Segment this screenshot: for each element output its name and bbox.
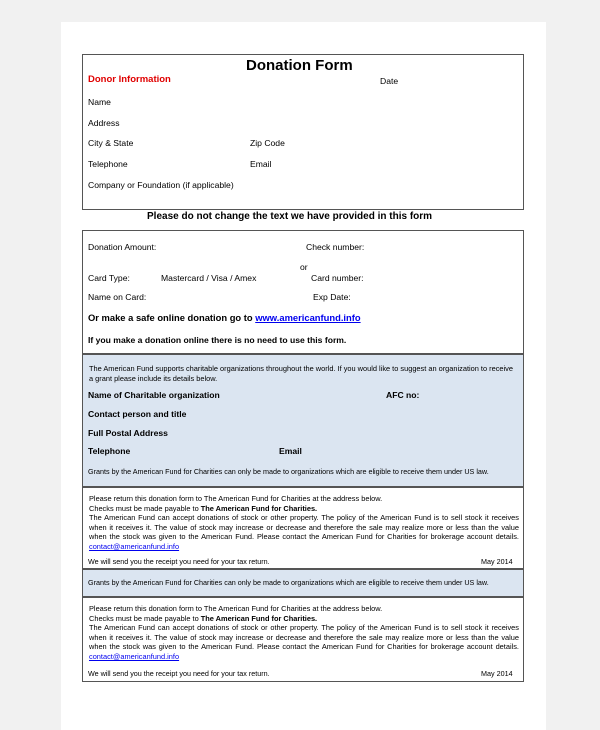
city-state-label: City & State: [88, 138, 134, 148]
policy-text: The American Fund can accept donations of stock or other property. The policy of the American Fund is to sell stock it receives when it receives it. The value of stock may increase or decrease and therefore the sale may realize more or less than the value when the stock was given to the American Fund. Please contact the American Fund for Charities for brokerage account details.: [89, 513, 519, 542]
org-telephone-label: Telephone: [88, 446, 131, 456]
donor-info-section: [82, 54, 524, 210]
name-on-card-label: Name on Card:: [88, 292, 147, 302]
checks-payee-repeat: The American Fund for Charities.: [200, 613, 318, 623]
grants-eligibility-note: Grants by the American Fund for Charities can only be made to organizations which are eligible to receive them under US law.: [88, 467, 489, 476]
card-type-label: Card Type:: [88, 273, 130, 283]
org-email-label: Email: [279, 446, 302, 456]
donation-amount-label: Donation Amount:: [88, 242, 157, 252]
telephone-label: Telephone: [88, 159, 128, 169]
checks-text: Checks must be made payable to: [89, 503, 201, 513]
return-instructions-text-repeat: [89, 604, 519, 662]
check-number-label: Check number:: [306, 242, 365, 252]
return-line-repeat: Please return this donation form to The American Fund for Charities at the address below.: [89, 604, 383, 613]
online-donation-note: If you make a donation online there is no need to use this form.: [88, 335, 347, 345]
form-title: Donation Form: [246, 57, 353, 74]
stock-policy-text-repeat: [89, 623, 519, 661]
org-intro-text: The American Fund supports charitable organizations throughout the world. If you would like to suggest an organization to receive a grant please include its details below.: [89, 364, 513, 383]
return-instructions-text: [89, 494, 519, 552]
checks-text-repeat: Checks must be made payable to: [89, 613, 201, 623]
checks-line: [89, 504, 519, 514]
return-instructions-section-repeat: [82, 597, 524, 682]
name-label: Name: [88, 97, 111, 107]
company-label: Company or Foundation (if applicable): [88, 180, 234, 190]
donation-details-section: [82, 230, 524, 354]
tax-receipt-note-repeat: We will send you the receipt you need for your tax return.: [88, 669, 270, 678]
card-options: Mastercard / Visa / Amex: [161, 273, 257, 283]
date-label: Date: [380, 76, 399, 86]
contact-email-link[interactable]: contact@americanfund.info: [89, 541, 180, 551]
grants-eligibility-note-repeat: Grants by the American Fund for Charities can only be made to organizations which are eligible to receive them under US law.: [88, 578, 489, 587]
form-date-repeat: May 2014: [481, 669, 513, 678]
return-instructions-section: [82, 487, 524, 569]
return-line: Please return this donation form to The American Fund for Charities at the address below.: [89, 494, 383, 503]
zip-code-label: Zip Code: [250, 138, 285, 148]
grants-note-section: [82, 569, 524, 597]
checks-payee: The American Fund for Charities.: [200, 503, 318, 513]
address-label: Address: [88, 118, 120, 128]
online-donation-text: Or make a safe online donation go to: [88, 312, 256, 323]
donor-info-heading: Donor Information: [88, 74, 171, 85]
card-number-label: Card number:: [311, 273, 364, 283]
afc-no-label: AFC no:: [386, 390, 420, 400]
email-label: Email: [250, 159, 272, 169]
or-label: or: [300, 262, 308, 272]
contact-email-link-repeat[interactable]: contact@americanfund.info: [89, 651, 180, 661]
form-date: May 2014: [481, 557, 513, 566]
postal-address-label: Full Postal Address: [88, 428, 168, 438]
stock-policy-text: [89, 513, 519, 551]
policy-text-repeat: The American Fund can accept donations of stock or other property. The policy of the American Fund is to sell stock it receives when it receives it. The value of stock may increase or decrease and therefore the sale may realize more or less than the value when the stock was given to the American Fund. Please contact the American Fund for Charities for brokerage account details.: [89, 623, 519, 652]
do-not-change-notice: Please do not change the text we have provided in this form: [147, 211, 433, 222]
exp-date-label: Exp Date:: [313, 292, 351, 302]
contact-person-label: Contact person and title: [88, 409, 187, 419]
tax-receipt-note: We will send you the receipt you need for your tax return.: [88, 557, 270, 566]
online-donation-line: [88, 312, 361, 323]
charitable-org-section: [82, 354, 524, 487]
charitable-org-name-label: Name of Charitable organization: [88, 390, 220, 400]
americanfund-link[interactable]: www.americanfund.info: [255, 312, 361, 323]
checks-line-repeat: [89, 614, 519, 624]
